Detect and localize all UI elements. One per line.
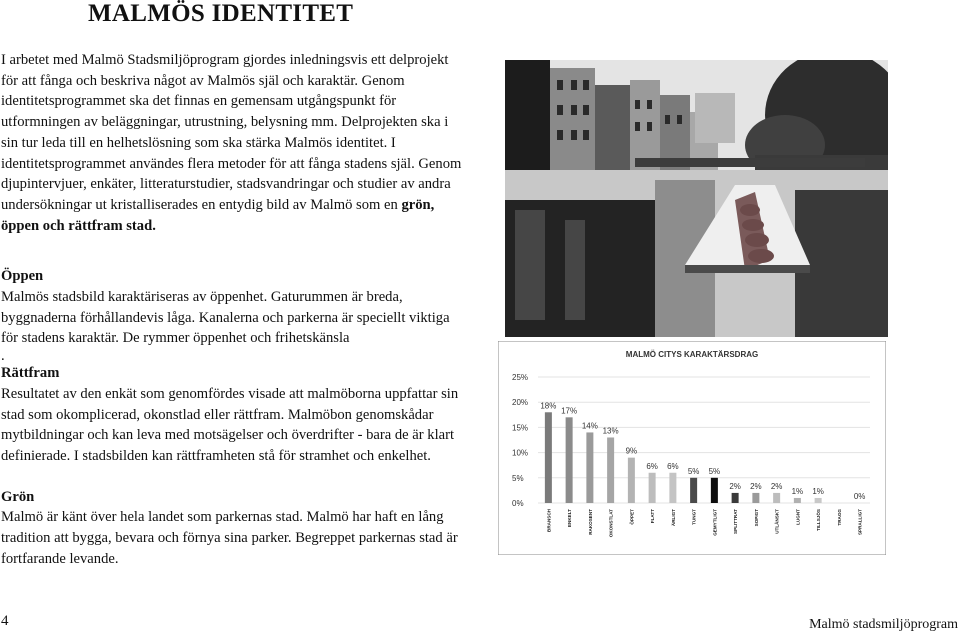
- page-title: MALMÖS IDENTITET: [88, 0, 354, 27]
- x-tick-label: TILLSJÖS: [816, 509, 822, 531]
- bar-value-label: 0%: [853, 492, 866, 501]
- x-tick-label: TUNGT: [691, 509, 697, 525]
- bar: [711, 478, 718, 503]
- bar: [628, 458, 635, 503]
- character-bar-chart: [498, 341, 886, 555]
- bar: [607, 437, 614, 503]
- bar-value-label: 5%: [687, 466, 700, 476]
- bar-value-label: 18%: [540, 401, 557, 411]
- bar-value-label: 6%: [646, 461, 658, 471]
- intro-bold-text: grön, öppen och rättfram stad.: [1, 196, 435, 234]
- page-number: 4: [1, 613, 9, 629]
- intro-paragraph: [1, 50, 463, 236]
- x-tick-label: LUGNT: [795, 509, 801, 525]
- x-tick-label: UTLÅNSKT: [774, 509, 780, 534]
- open-paragraph: Malmös stadsbild karaktäriseras av öppenhet. Gaturummen är breda, byggnaderna förhållandevis låga. Kanalerna och parkerna är speciellt viktiga för stadens karaktär. De rymmer öppenhet och frihetskänsla: [1, 289, 450, 347]
- heading-green: Grön: [1, 488, 35, 505]
- heading-straightforward: Rättfram: [1, 365, 60, 382]
- x-tick-label: RAKOSENT: [587, 509, 593, 535]
- x-tick-label: FLATT: [650, 509, 656, 524]
- y-tick-label: 25%: [512, 373, 529, 382]
- bar: [545, 412, 552, 503]
- straightforward-paragraph: Resultatet av den enkät som genomfördes visade att malmöborna uppfattar sin stad som okomplicerad, okonstlad eller rättfram. Malmöbon genomskådar mytbildningar och kan leva med motsägelser och överdrifter - bara de är klart definierade. I stadsbilden kan rättframheten stå för stramhet och enkelhet.: [1, 385, 459, 464]
- x-tick-label: TRAGG: [836, 509, 842, 526]
- bar-value-label: 1%: [812, 486, 824, 496]
- bar-value-label: 6%: [667, 461, 679, 471]
- x-tick-label: BRANSCH: [546, 509, 552, 532]
- bar: [732, 493, 739, 503]
- bar: [586, 432, 593, 503]
- bar-value-label: 13%: [602, 426, 619, 436]
- y-tick-label: 15%: [512, 423, 529, 433]
- bar: [649, 473, 656, 503]
- x-tick-label: ENKELT: [567, 509, 573, 528]
- bar-value-label: 14%: [581, 421, 598, 431]
- green-paragraph: Malmö är känt över hela landet som parkernas stad. Malmö har haft en lång tradition att bygga, bevara och förnya sina parker. Begreppet parkernas stad är fortfarande levande.: [1, 509, 458, 567]
- x-tick-label: GEMYTLIGT: [712, 509, 718, 536]
- bar-value-label: 2%: [770, 481, 783, 491]
- bar-value-label: 2%: [750, 481, 762, 491]
- x-tick-label: ÄRLIGT: [670, 509, 676, 527]
- bar-value-label: 1%: [791, 486, 804, 496]
- y-tick-label: 5%: [512, 473, 524, 483]
- canal-photo-illustration: [505, 60, 888, 337]
- bar: [815, 498, 822, 503]
- character-chart: [498, 341, 886, 555]
- bar: [752, 493, 759, 503]
- x-tick-label: SOPIGT: [753, 509, 759, 527]
- y-tick-label: 20%: [512, 398, 529, 408]
- y-tick-label: 10%: [512, 448, 529, 458]
- chart-title: MALMÖ CITYS KARAKTÄRSDRAG: [625, 350, 759, 359]
- bar: [794, 498, 801, 503]
- bar-value-label: 9%: [625, 446, 638, 456]
- bar: [566, 417, 573, 503]
- x-tick-label: OKONSTLAT: [608, 509, 614, 538]
- open-trailing-dot: .: [1, 348, 5, 365]
- x-tick-label: ÖPPET: [629, 509, 635, 525]
- intro-text: I arbetet med Malmö Stadsmiljöprogram gjordes inledningsvis ett delprojekt för att fånga och beskriva något av Malmös själ och karaktär. Genom identitetsprogrammet ska det finnas en gemensam utgångspunkt för utformningen av beläggningar, utrustning, belysning mm. Delprojekten ska i sin tur leda till en helhetslösning som ska stärka Malmös identitet. I identitetsprogrammet användes flera metoder för att fånga stadens själ. Genom djupintervjuer, enkäter, litteraturstudier, stadsvandringar och studier av andra undersökningar ut kristalliserades en entydig bild av Malmö som en: [1, 52, 462, 213]
- text-column: [1, 50, 463, 569]
- heading-open: Öppen: [1, 268, 44, 285]
- bar: [669, 473, 676, 503]
- x-tick-label: SPLITTRAT: [733, 509, 739, 534]
- publication-name: Malmö stadsmiljöprogram: [809, 617, 958, 632]
- bar: [690, 478, 697, 503]
- x-tick-label: SPRALLIGT: [857, 509, 863, 536]
- bar-value-label: 5%: [708, 466, 721, 476]
- bar: [773, 493, 780, 503]
- y-tick-label: 0%: [512, 499, 524, 508]
- bar-value-label: 17%: [561, 406, 578, 416]
- bar-value-label: 2%: [729, 481, 741, 491]
- canal-photo: [505, 60, 888, 337]
